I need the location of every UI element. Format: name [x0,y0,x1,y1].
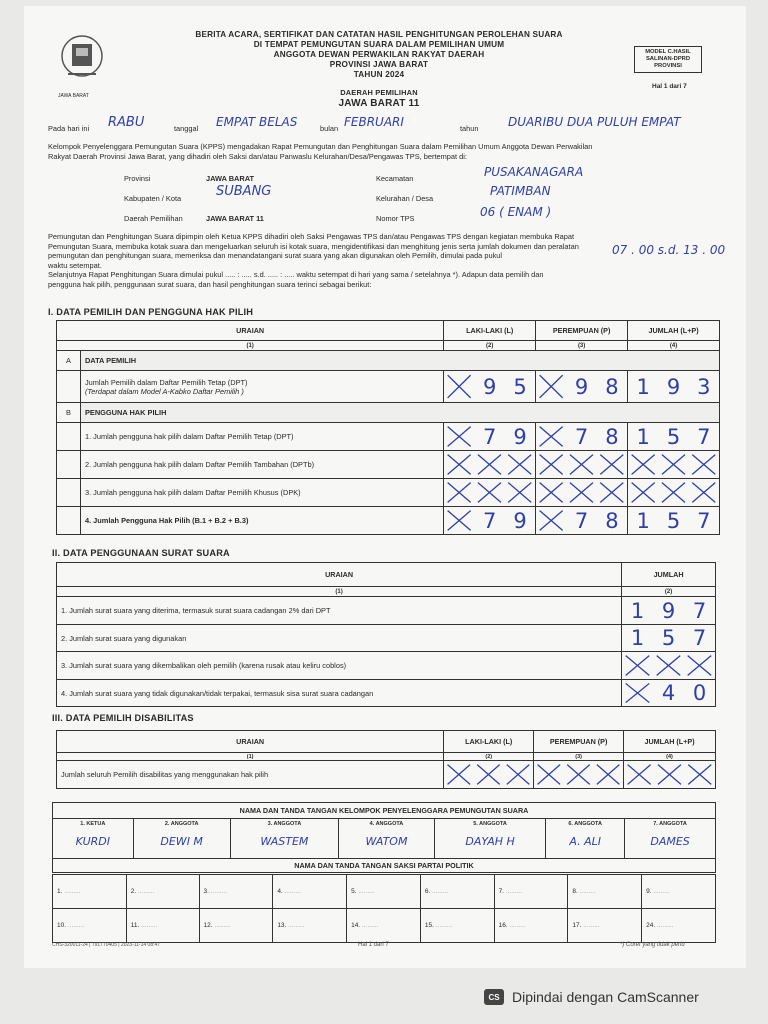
handwritten-digit: 1 [636,424,650,449]
cross-mark-icon [624,761,715,788]
start-time-value: 07 . 00 s.d. 13 . 00 [612,243,726,258]
col-laki: LAKI-LAKI (L) [444,321,536,341]
dis-jumlah-cell [624,761,716,789]
section-b-title: PENGGUNA HAK PILIH [80,403,719,423]
handwritten-digit: 7 [697,508,711,533]
handwritten-digit: 9 [661,598,676,623]
ss-row-4-value [622,680,716,707]
saksi-slot: 10. ......... [53,909,127,943]
saksi-number: 2. [130,888,137,895]
cross-mark-icon [444,451,535,478]
b3-jumlah-cell [628,479,720,507]
handwritten-digit: 5 [513,374,527,399]
saksi-number: 16. [498,922,508,929]
row-b1: 1. Jumlah pengguna hak pilih dalam Daftar Pemilih Tetap (DPT) [80,423,443,451]
saksi-slot: 12. ......... [199,909,273,943]
handwritten-digit: 5 [666,508,681,533]
cross-mark-icon [628,451,719,478]
model-badge: MODEL C.HASIL SALINAN-DPRD PROVINSI [634,46,702,73]
ss-row-1-value [622,597,716,625]
saksi-number: 6. [424,888,431,895]
handwritten-digit: 9 [483,374,497,399]
kpps-role: 2. ANGGOTA [164,821,199,827]
saksi-number: 5. [351,888,357,895]
handwritten-digit: 1 [630,598,645,623]
cross-mark-icon [536,479,627,506]
kpps-role: 6. ANGGOTA [568,821,602,827]
kpps-name: DEWI M [160,835,203,848]
saksi-number: 13. [277,922,287,929]
title-line-4: PROVINSI JAWA BARAT [329,60,429,69]
dis-perempuan-cell [534,761,624,789]
saksi-number: 10. [57,922,67,929]
disabilitas-row: Jumlah seluruh Pemilih disabilitas yang menggunakan hak pilih [57,761,444,789]
saksi-slot: 2. ......... [126,875,199,909]
kpps-role: 3. ANGGOTA [267,821,302,827]
title-line-1: BERITA ACARA, SERTIFIKAT DAN CATATAN HASIL PENGHITUNGAN PEROLEHAN SUARA [195,30,563,39]
daerah-value: JAWA BARAT 11 [338,98,420,109]
kpps-signature-1 [53,819,134,859]
b2-jumlah-cell [628,451,720,479]
kelurahan-value: PATIMBAN [490,184,551,198]
b3-perempuan-cell [536,479,628,507]
kpps-name: WASTEM [260,835,309,848]
saksi-slot: 13. ......... [273,909,347,943]
saksi-slot: 14. ......... [347,909,421,943]
kpps-name: KURDI [75,835,111,848]
saksi-number: 14. [351,922,361,929]
cross-mark-icon [444,761,533,788]
handwritten-digit: 7 [692,626,707,650]
intro-line-2: Kelompok Penyelenggara Pemungutan Suara (KPPS) mengadakan Rapat Pemungutan dan Penghitungan Suara dalam Pemilihan Umum Anggota Dewan Perwakilan [48,142,593,151]
ss-row-4: 4. Jumlah surat suara yang tidak digunakan/tidak terpakai, termasuk sisa surat suara cadangan [57,680,622,707]
a-laki-cell [444,371,536,403]
ss-row-3-value [622,652,716,680]
scanner-watermark [484,986,699,1008]
saksi-slot: 9. ......... [642,875,716,909]
handwritten-digit: 9 [666,374,681,399]
saksi-number: 8. [572,888,578,895]
section-2-title: II. DATA PENGGUNAAN SURAT SUARA [52,548,230,558]
intro-line-3: Rakyat Daerah Provinsi Jawa Barat, yang dihadiri oleh Saksi dan/atau Panwaslu Kelurahan/Desa/Pengawas TPS, bertempat di: [48,152,467,161]
saksi-slot: 16. ......... [494,909,568,943]
cross-mark-icon [534,761,623,788]
handwritten-digit: 9 [513,508,527,533]
saksi-slot: 11. ......... [126,909,199,943]
section-a-title: DATA PEMILIH [80,351,719,371]
form-paper [24,6,746,968]
kpps-signature-6 [546,819,625,859]
handwritten-digit: 5 [661,626,676,650]
kpu-logo-icon [54,30,110,94]
intro-line-1: Pada hari ini RABU tanggal EMPAT BELAS bulan FEBRUARI tahun DUARIBU DUA PULUH EMPAT [48,115,681,133]
handwritten-digit: 7 [697,424,711,449]
handwritten-digit: 7 [483,424,497,449]
kpps-role: 4. ANGGOTA [369,821,404,827]
ss-row-3: 3. Jumlah surat suara yang dikembalikan oleh pemilih (karena rusak atau keliru coblos) [57,652,622,680]
saksi-number: 11. [130,922,140,929]
saksi-slot: 17. ......... [568,909,642,943]
saksi-slot: 3. ......... [199,875,273,909]
bottom-code: CHS-320011-24 | 791770405 | 2023-11-14 08:47 [52,942,161,948]
col-jumlah: JUMLAH (L+P) [628,321,720,341]
title-line-5: TAHUN 2024 [353,70,405,79]
bulan-value: FEBRUARI [344,115,404,129]
handwritten-digit: 8 [605,374,619,399]
row-b3: 3. Jumlah pengguna hak pilih dalam Daftar Pemilih Khusus (DPK) [80,479,443,507]
dis-laki-cell [444,761,534,789]
emblem-caption: JAWA BARAT [58,93,89,99]
kecamatan-value: PUSAKANAGARA [484,165,584,179]
saksi-number: 7. [498,888,505,895]
kpps-name: DAMES [650,835,690,848]
kpps-role: 1. KETUA [80,821,106,827]
ss-row-2: 2. Jumlah surat suara yang digunakan [57,625,622,652]
ss-row-1: 1. Jumlah surat suara yang diterima, termasuk surat suara cadangan 2% dari DPT [57,597,622,625]
b4-jumlah-cell [628,507,720,535]
cross-mark-icon [622,652,715,679]
saksi-slot: 15. ......... [420,909,494,943]
b3-laki-cell [444,479,536,507]
handwritten-digit: 0 [692,681,707,705]
camscanner-logo-icon: CS [484,989,504,1005]
kpps-name: A. ALI [569,835,601,848]
handwritten-digit: 4 [661,681,676,705]
saksi-slot: 4. ......... [273,875,347,909]
handwritten-digit: 1 [630,626,645,650]
cross-mark-icon [628,479,719,506]
b1-perempuan-cell [536,423,628,451]
handwritten-digit: 7 [692,598,707,623]
saksi-number: 17. [572,922,582,929]
bottom-page: Hal 1 dari 7 [358,942,389,948]
kpps-name: WATOM [365,835,408,848]
section-1-title: I. DATA PEMILIH DAN PENGGUNA HAK PILIH [48,307,254,317]
title-line-2: DI TEMPAT PEMUNGUTAN SUARA DALAM PEMILIHAN UMUM [253,40,505,49]
kpps-signature-5 [434,819,545,859]
location-block: Provinsi JAWA BARAT Kabupaten / Kota SUBANG Daerah Pemilihan JAWA BARAT 11 Kecamatan PUSAKANAGARA Kelurahan / Desa PATIMBAN Nomor TPS 06 ( ENAM ) [124,165,584,223]
b1-jumlah-cell [628,423,720,451]
kpu-emblem [54,30,110,94]
col-perempuan: PEREMPUAN (P) [536,321,628,341]
saksi-number: 3. [203,888,209,895]
saksi-slot: 1. ......... [53,875,127,909]
handwritten-digit: 7 [574,424,589,449]
saksi-number: 4. [277,888,283,895]
kpps-name: DAYAH H [465,835,515,848]
bottom-note: *) Coret yang tidak perlu [620,942,685,948]
b2-perempuan-cell [536,451,628,479]
handwritten-digit: 7 [483,508,497,533]
cross-mark-icon [536,451,627,478]
handwritten-digit: 1 [636,508,650,533]
handwritten-digit: 9 [574,374,589,399]
page-indicator: Hal 1 dari 7 [652,83,687,90]
kpps-role: 5. ANGGOTA [473,821,507,827]
scanner-text: Dipindai dengan CamScanner [512,989,699,1005]
section-2-table: URAIAN JUMLAH (1) (2) 1. Jumlah surat suara yang diterima, termasuk surat suara cadangan 2% dari DPT 1 9 7 2. Jumlah surat suara yang digunakan 1 5 7 3. Jumlah surat suara yang dikembalikan oleh pemilih (karena rusak atau keliru coblos) 4. Jumlah surat suara yang tidak digunakan/tidak terpakai, termasuk sisa surat suara cadangan 4 0 [56,562,716,707]
saksi-number: 12. [203,922,213,929]
saksi-number: 15. [424,922,434,929]
kpps-signature-table: NAMA DAN TANDA TANGAN KELOMPOK PENYELENGGARA PEMUNGUTAN SUARA 1. KETUA KURDI 2. ANGGOTA DEWI M 3. ANGGOTA WASTEM 4. ANGGOTA WATOM 5. ANGGOTA DAYAH H 6. ANGGOTA A. ALI 7. ANGGOTA DAMES NAMA DAN TANDA TANGAN SAKSI PARTAI POLITIK [52,802,716,873]
a-jumlah-cell [628,371,720,403]
section-3-table: URAIAN LAKI-LAKI (L) PEREMPUAN (P) JUMLAH (L+P) (1) (2) (3) (4) Jumlah seluruh Pemilih disabilitas yang menggunakan hak pilih [56,730,716,789]
saksi-slot: 8. ......... [568,875,642,909]
kpps-signature-2 [133,819,230,859]
kpps-signature-4 [339,819,435,859]
a-perempuan-cell [536,371,628,403]
handwritten-digit: 3 [697,374,711,399]
col-uraian: URAIAN [57,321,444,341]
saksi-signature-table [52,874,716,943]
b1-laki-cell [444,423,536,451]
kpps-role: 7. ANGGOTA [653,821,687,827]
handwritten-digit: 5 [666,424,681,449]
handwritten-digit: 9 [513,424,527,449]
section-3-title: III. DATA PEMILIH DISABILITAS [52,713,194,723]
tps-value: 06 ( ENAM ) [480,205,552,219]
saksi-slot: 7. ......... [494,875,568,909]
title-line-3: ANGGOTA DEWAN PERWAKILAN RAKYAT DAERAH [273,50,485,59]
cross-mark-icon [444,479,535,506]
kpps-signature-7 [625,819,716,859]
saksi-slot: 6. ......... [420,875,494,909]
daerah-label: DAERAH PEMILIHAN [340,88,418,97]
procedure-paragraph: Pemungutan dan Penghitungan Suara dipimpin oleh Ketua KPPS dihadiri oleh Saksi Pengawas TPS dan/atau Pengawas TPS dengan kegiatan membuka Rapat Pemungutan Suara, membuka kotak suara dan mengeluarkan seluruh isi kotak suara, mengidentifikasi dan menghitung jenis serta jumlah dokumen dan peralatan pemungutan dan penghitungan suara, memeriksa dan menandatangani surat suara yang akan digunakan oleh Pemilih, dimulai pada pukul 07 . 00 s.d. 13 . 00 waktu setempat. Selanjutnya Rapat Penghitungan Suara dimulai pukul ..... : ..... s.d. ..... : ..... waktu setempat di hari yang sama / setelahnya *). Adapun data pemilih dan pengguna hak pilih, penggunaan surat suara, dan hasil penghitungan suara terinci sebagai berikut: [48,232,726,289]
saksi-slot: 5. ......... [347,875,421,909]
b4-laki-cell [444,507,536,535]
b2-laki-cell [444,451,536,479]
form-title [154,30,604,110]
tanggal-value: EMPAT BELAS [216,115,298,129]
section-1-table: URAIAN LAKI-LAKI (L) PEREMPUAN (P) JUMLAH (L+P) (1) (2) (3) (4) A DATA PEMILIH Jumlah Pemilih dalam Daftar Pemilih Tetap (DPT) (Terdapat dalam Model A-Kabko Daftar Pemilih ) 9 5 9 8 1 9 3 B PENGGUNA HAK PILIH 1. Jumlah pengguna hak pilih dalam Daftar Pemilih Tetap (DPT) 7 9 7 8 1 5 7 2. Jumlah pengguna hak pilih dalam Daftar Pemilih Tambahan (DPTb) 3. Jumlah pengguna hak pilih dalam Daftar Pemilih Khusus (DPK) 4. Jumlah Pengguna Hak Pilih (B.1 + B.2 + B.3) 7 9 7 8 1 5 7 [56,320,720,535]
b4-perempuan-cell [536,507,628,535]
row-a-dpt: Jumlah Pemilih dalam Daftar Pemilih Tetap (DPT) (Terdapat dalam Model A-Kabko Daftar Pemilih ) [80,371,443,403]
saksi-slot: 24. ......... [642,909,716,943]
ss-row-2-value [622,625,716,652]
kpps-signature-3 [230,819,338,859]
row-b2: 2. Jumlah pengguna hak pilih dalam Daftar Pemilih Tambahan (DPTb) [80,451,443,479]
handwritten-digit: 1 [636,374,650,399]
tahun-value: DUARIBU DUA PULUH EMPAT [508,115,681,129]
handwritten-digit: 7 [574,508,589,533]
kabupaten-value: SUBANG [216,184,272,199]
saksi-number: 9. [646,888,652,895]
hari-value: RABU [108,115,145,130]
handwritten-digit: 8 [605,424,619,449]
row-b4: 4. Jumlah Pengguna Hak Pilih (B.1 + B.2 + B.3) [80,507,443,535]
saksi-number: 1. [57,888,63,895]
handwritten-digit: 8 [605,508,619,533]
saksi-number: 24. [646,922,656,929]
